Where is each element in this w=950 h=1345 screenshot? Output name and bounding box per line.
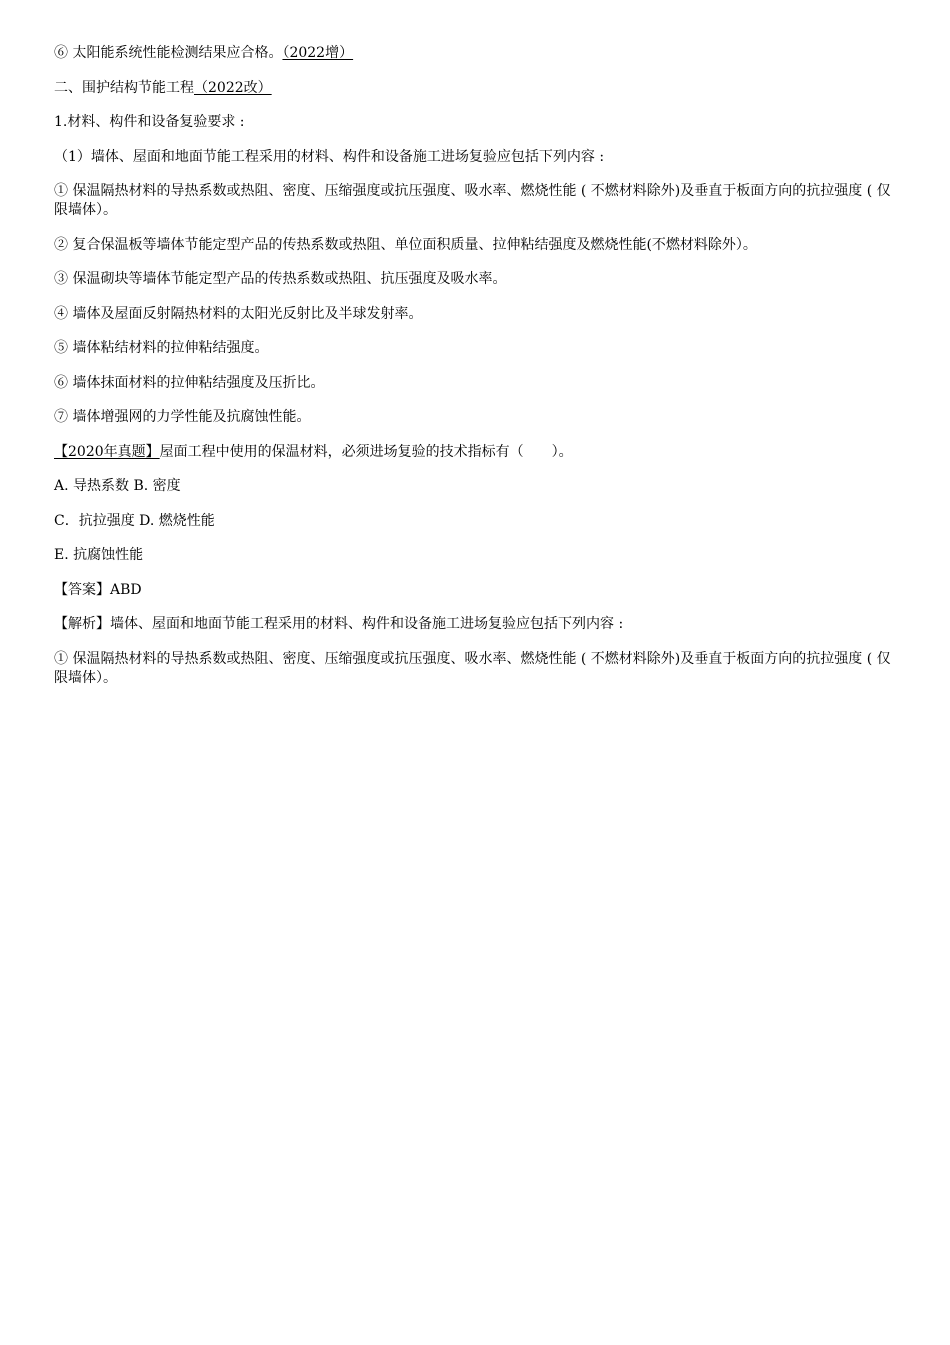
paragraph-retest-intro: （1）墙体、屋面和地面节能工程采用的材料、构件和设备施工进场复验应包括下列内容 : — [54, 148, 605, 165]
subheading-retest-requirements: 1.材料、构件和设备复验要求 : — [54, 114, 245, 130]
list-item-2: ② 复合保温板等墙体节能定型产品的传热系数或热阻、单位面积质量、拉伸粘结强度及燃烧性能(不燃材料除外）。 — [54, 236, 757, 253]
item-solar-performance: ⑥ 太阳能系统性能检测结果应合格。（2022增） — [54, 45, 354, 61]
option-e: E. 抗腐蚀性能 — [54, 547, 144, 563]
revision-note: （2022改） — [194, 79, 272, 96]
answer: 【答案】ABD — [54, 581, 142, 598]
list-item-3: ③ 保温砌块等墙体节能定型产品的传热系数或热阻、抗压强度及吸水率。 — [54, 271, 507, 287]
list-item-4: ④ 墙体及屋面反射隔热材料的太阳光反射比及半球发射率。 — [54, 305, 423, 322]
list-item-1: ① 保温隔热材料的导热系数或热阻、密度、压缩强度或抗压强度、吸水率、燃烧性能 ( 不燃材料除外)及垂直于板面方向的抗拉强度 ( 仅限墙体）。 — [54, 183, 891, 218]
list-item-6: ⑥ 墙体抹面材料的拉伸粘结强度及压折比。 — [54, 374, 325, 391]
exam-question: 【2020年真题】屋面工程中使用的保温材料，必须进场复验的技术指标有（ ）。 — [54, 443, 573, 460]
analysis-item-1: ① 保温隔热材料的导热系数或热阻、密度、压缩强度或抗压强度、吸水率、燃烧性能 ( 不燃材料除外)及垂直于板面方向的抗拉强度 ( 仅限墙体）。 — [54, 650, 891, 686]
document-page — [54, 44, 896, 703]
analysis: 【解析】墙体、屋面和地面节能工程采用的材料、构件和设备施工进场复验应包括下列内容 : — [54, 616, 624, 632]
section-heading-envelope: 二、围护结构节能工程（2022改） — [54, 79, 272, 96]
list-item-7: ⑦ 墙体增强网的力学性能及抗腐蚀性能。 — [54, 409, 311, 425]
option-c-d: C．抗拉强度 D. 燃烧性能 — [54, 512, 215, 529]
exam-year-tag: 【2020年真题】 — [54, 443, 160, 460]
list-item-5: ⑤ 墙体粘结材料的拉伸粘结强度。 — [54, 340, 269, 356]
revision-note: （2022增） — [282, 45, 354, 61]
option-a-b: A. 导热系数 B. 密度 — [54, 478, 181, 494]
